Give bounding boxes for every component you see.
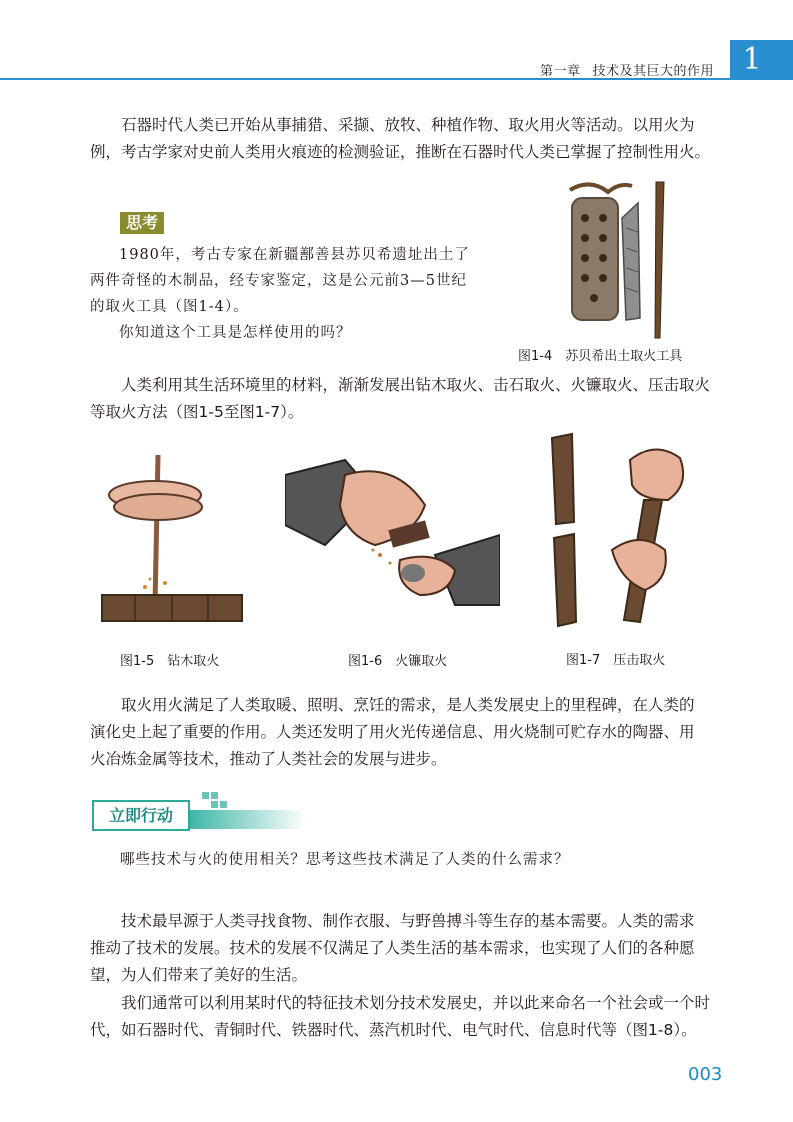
paragraph-line: 石器时代人类已开始从事捕猎、采撷、放牧、种植作物、取火用火等活动。以用火为 [121, 116, 695, 134]
paragraph-eras [90, 990, 720, 1044]
paragraph-line: 推动了技术的发展。技术的发展不仅满足了人类生活的基本需求，也实现了人们的各种愿 [90, 939, 695, 957]
paragraph-significance [90, 692, 720, 773]
paragraph-line: 火冶炼金属等技术，推动了人类社会的发展与进步。 [90, 750, 447, 768]
chapter-number: 1 [742, 42, 762, 77]
paragraph-line: 技术最早源于人类寻找食物、制作衣服、与野兽搏斗等生存的基本需要。人类的需求 [121, 912, 695, 930]
decor-square [211, 801, 218, 808]
think-line: 1980年，考古专家在新疆鄯善县苏贝希遗址出土了 [119, 247, 470, 263]
decor-square [211, 792, 218, 799]
figure-caption: 图1-6 火镰取火 [348, 654, 448, 669]
paragraph-line: 我们通常可以利用某时代的特征技术划分技术发展史，并以此来命名一个社会或一个时 [121, 994, 711, 1012]
action-label: 立即行动 [92, 800, 190, 831]
paragraph-methods [90, 372, 720, 426]
figure-caption: 图1-4 苏贝希出土取火工具 [518, 349, 683, 364]
action-bar [190, 810, 306, 829]
chapter-label: 第一章 [540, 64, 581, 79]
fire-drill-illustration [100, 455, 250, 625]
figure-caption: 图1-5 钻木取火 [120, 654, 220, 669]
think-line: 的取火工具（图1-4）。 [90, 299, 249, 315]
think-line: 两件奇怪的木制品，经专家鉴定，这是公元前3—5世纪 [90, 273, 467, 289]
decor-square [202, 792, 209, 799]
figure-caption: 图1-7 压击取火 [566, 653, 666, 668]
paragraph-origin [90, 908, 720, 989]
paragraph-line: 人类利用其生活环境里的材料，渐渐发展出钻木取火、击石取火、火镰取火、压击取火 [121, 376, 711, 394]
think-line: 你知道这个工具是怎样使用的吗？ [119, 325, 352, 341]
paragraph-line: 等取火方法（图1-5至图1-7）。 [90, 403, 304, 421]
running-header [540, 60, 714, 79]
fire-piston-illustration [540, 430, 700, 630]
paragraph-intro [90, 112, 720, 166]
think-text [90, 242, 490, 346]
page-number: 003 [688, 1064, 723, 1085]
think-label: 思考 [120, 212, 164, 234]
action-text: 哪些技术与火的使用相关？思考这些技术满足了人类的什么需求？ [120, 852, 570, 868]
paragraph-line: 例，考古学家对史前人类用火痕迹的检测验证，推断在石器时代人类已掌握了控制性用火。 [90, 143, 711, 161]
paragraph-line: 望，为人们带来了美好的生活。 [90, 966, 308, 984]
paragraph-line: 演化史上起了重要的作用。人类还发明了用火光传递信息、用火烧制可贮存水的陶器、用 [90, 723, 695, 741]
flint-striker-illustration [285, 455, 500, 610]
decor-square [220, 801, 227, 808]
fire-tool-illustration [560, 178, 680, 340]
chapter-title: 技术及其巨大的作用 [592, 64, 715, 79]
paragraph-line: 取火用火满足了人类取暖、照明、烹饪的需求，是人类发展史上的里程碑，在人类的 [121, 696, 695, 714]
paragraph-line: 代，如石器时代、青铜时代、铁器时代、蒸汽机时代、电气时代、信息时代等（图1-8）。 [90, 1021, 697, 1039]
